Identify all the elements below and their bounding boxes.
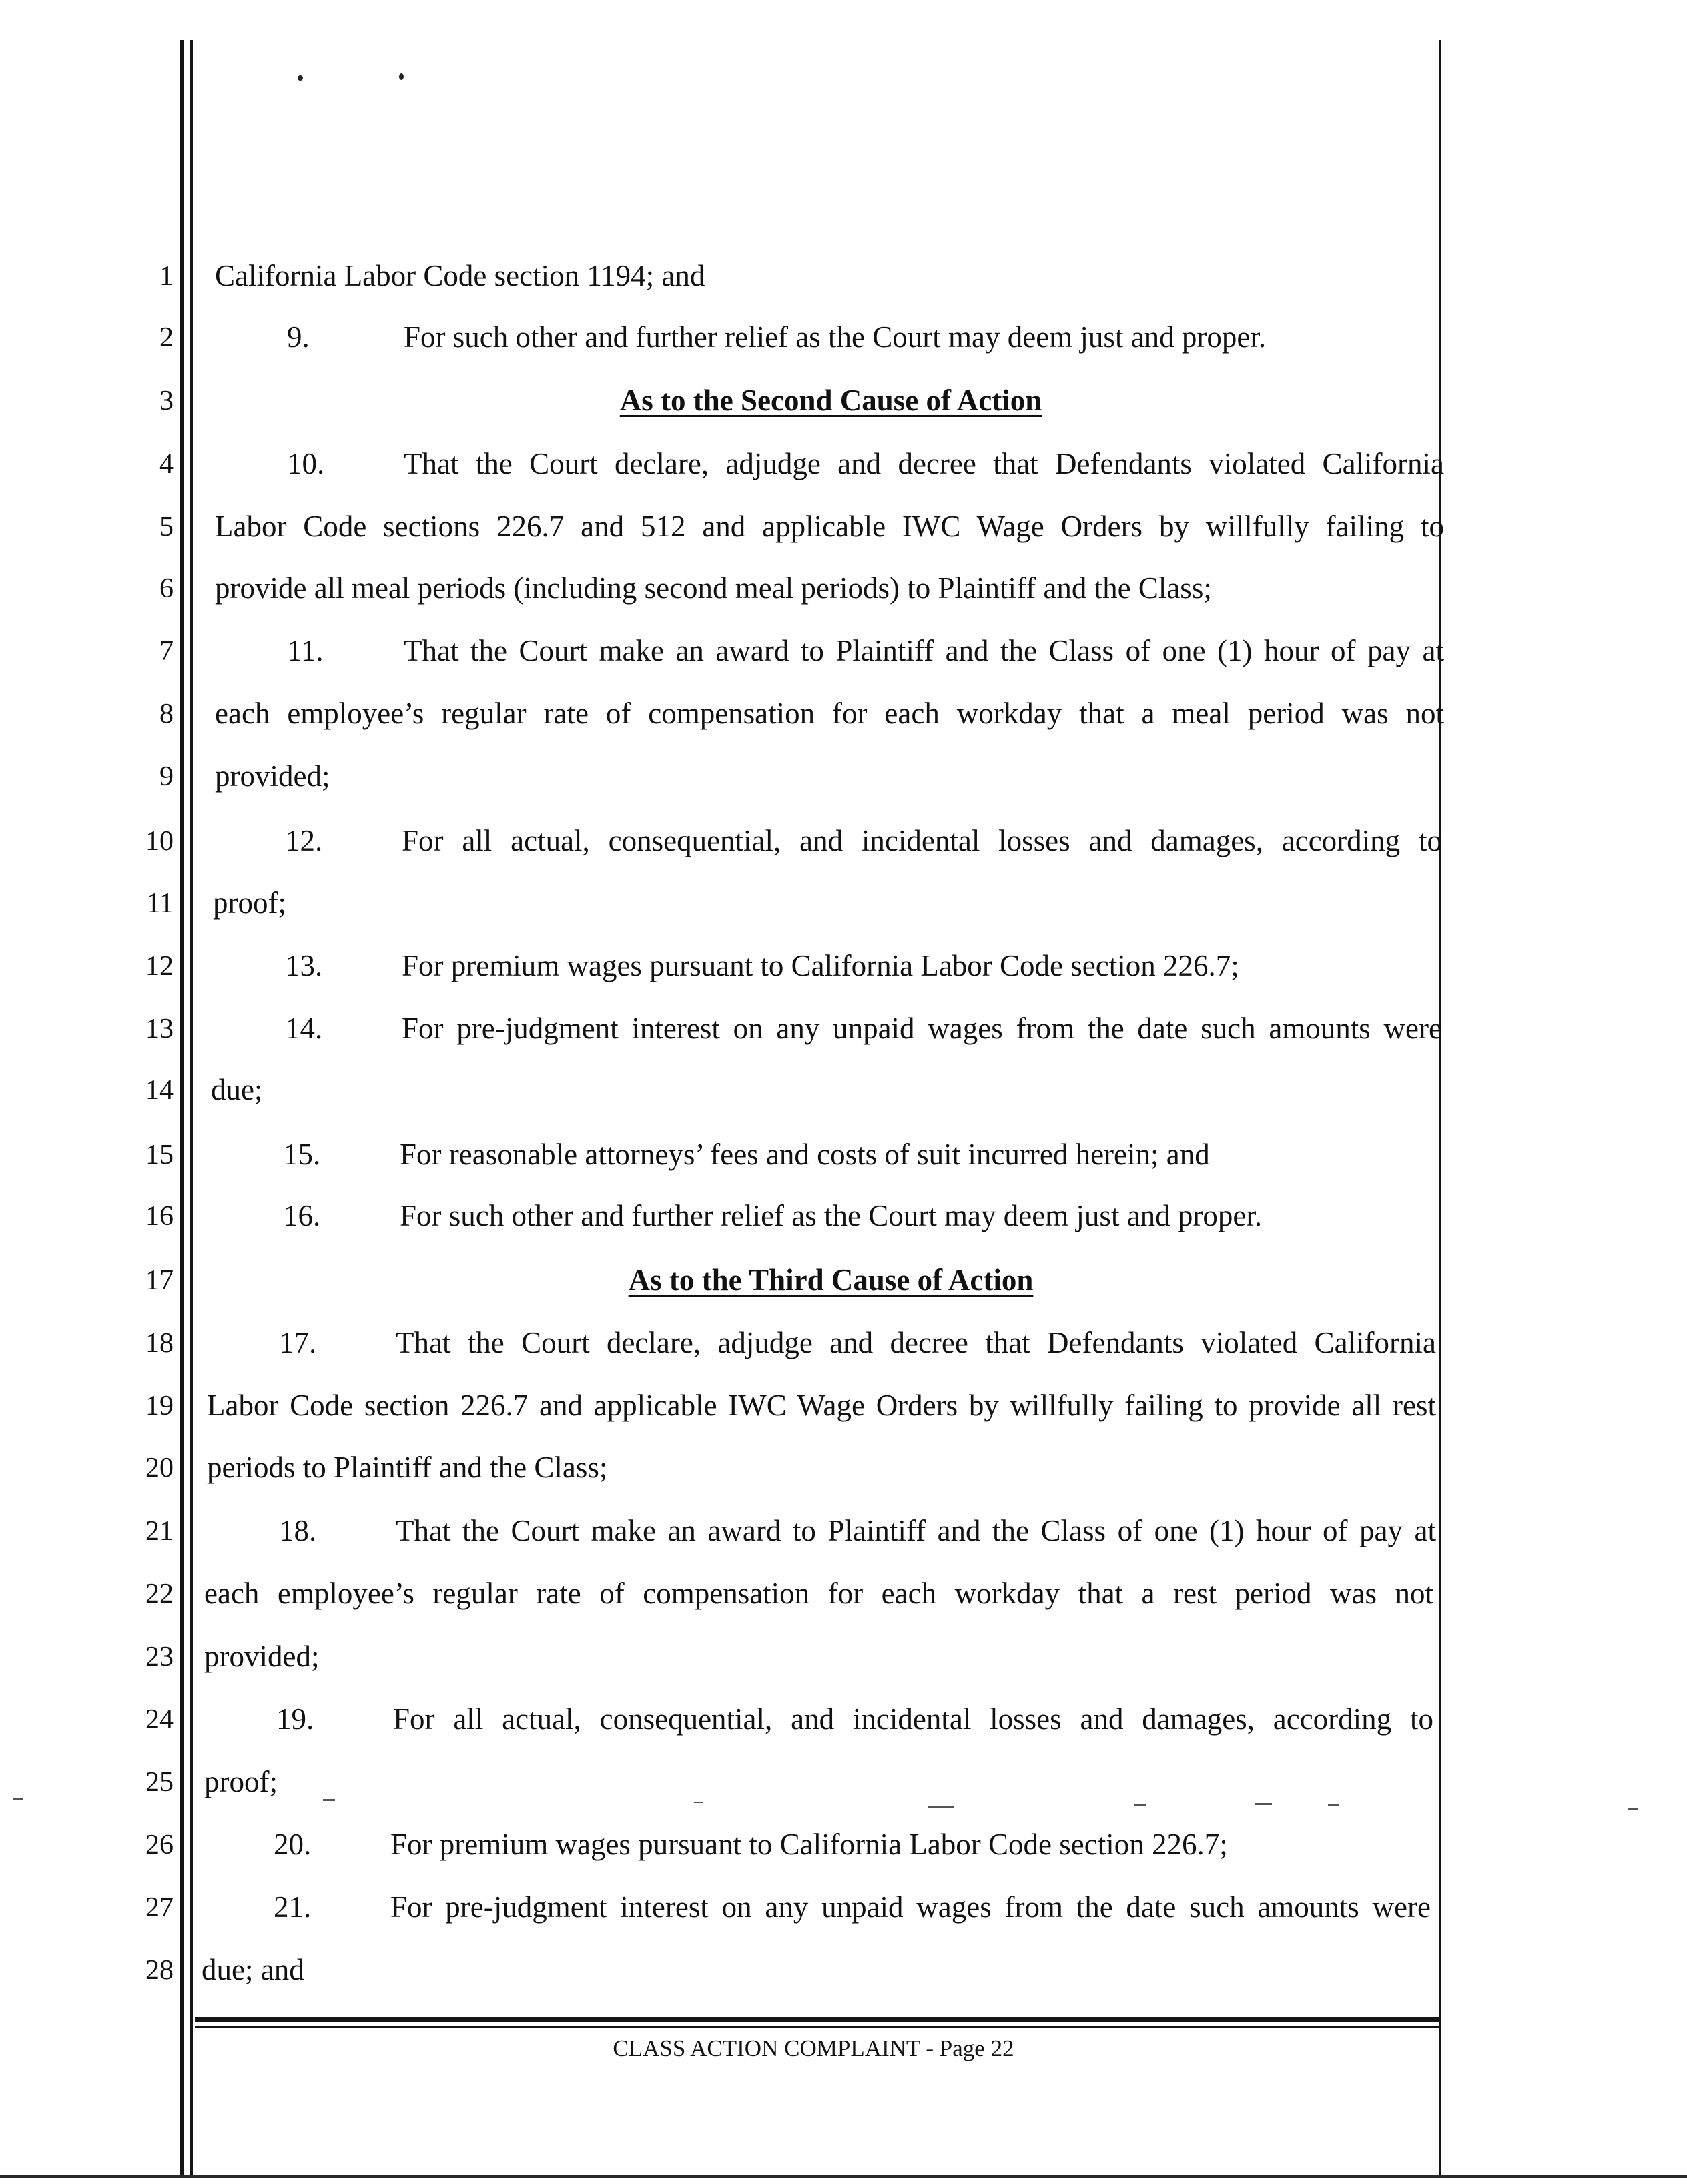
line-number: 5 bbox=[159, 512, 174, 542]
line-number: 10 bbox=[145, 826, 174, 857]
paragraph-number: 10. bbox=[287, 447, 325, 480]
continuation-text: Labor Code sections 226.7 and 512 and applicable IWC Wage Orders by willfully failing to bbox=[215, 510, 1444, 543]
paragraph-number: 14. bbox=[285, 1012, 323, 1045]
continuation-text: provided; bbox=[215, 759, 330, 793]
continuation-text: due; bbox=[211, 1073, 263, 1106]
continuation-text: California Labor Code section 1194; and bbox=[215, 259, 705, 292]
section-heading: As to the Second Cause of Action bbox=[619, 384, 1042, 417]
line-number: 19 bbox=[145, 1391, 174, 1421]
paragraph-text: For all actual, consequential, and incidental losses and damages, according to bbox=[393, 1702, 1433, 1736]
stray-mark bbox=[399, 73, 404, 80]
left-margin-rule-outer bbox=[180, 40, 184, 2177]
paragraph-number: 21. bbox=[274, 1890, 312, 1924]
continuation-text: each employee’s regular rate of compensation for each workday that a rest period was not bbox=[204, 1577, 1433, 1610]
scan-artifact bbox=[1134, 1804, 1146, 1806]
line-number: 11 bbox=[146, 888, 174, 919]
page-bottom-edge bbox=[0, 2175, 1687, 2178]
paragraph-number: 17. bbox=[279, 1326, 317, 1359]
line-number: 16 bbox=[145, 1201, 174, 1232]
section-heading: As to the Third Cause of Action bbox=[628, 1263, 1034, 1297]
paragraph-number: 18. bbox=[279, 1514, 317, 1547]
line-number: 13 bbox=[145, 1014, 174, 1044]
line-number: 12 bbox=[145, 951, 174, 982]
line-number: 14 bbox=[145, 1075, 174, 1106]
continuation-text: periods to Plaintiff and the Class; bbox=[207, 1451, 608, 1484]
scan-artifact bbox=[13, 1798, 23, 1800]
line-number: 20 bbox=[145, 1453, 174, 1483]
paragraph-text: For pre-judgment interest on any unpaid wages from the date such amounts were bbox=[402, 1012, 1442, 1045]
scan-artifact bbox=[1328, 1804, 1339, 1806]
paragraph-text: That the Court declare, adjudge and decree that Defendants violated California bbox=[396, 1326, 1436, 1359]
line-number: 6 bbox=[159, 573, 174, 604]
continuation-text: proof; bbox=[204, 1765, 278, 1798]
paragraph-text: For premium wages pursuant to California Labor Code section 226.7; bbox=[390, 1828, 1228, 1861]
scan-artifact bbox=[1255, 1803, 1272, 1805]
paragraph-number: 11. bbox=[287, 634, 324, 667]
line-number: 23 bbox=[145, 1642, 174, 1672]
continuation-text: provide all meal periods (including second meal periods) to Plaintiff and the Class; bbox=[215, 571, 1212, 605]
right-margin-rule bbox=[1439, 40, 1441, 2177]
line-number: 25 bbox=[145, 1767, 174, 1798]
scan-artifact bbox=[694, 1802, 703, 1803]
paragraph-number: 19. bbox=[276, 1702, 314, 1736]
continuation-text: proof; bbox=[213, 886, 286, 920]
line-number: 22 bbox=[145, 1579, 174, 1609]
scan-artifact bbox=[928, 1806, 954, 1808]
continuation-text: each employee’s regular rate of compensation for each workday that a meal period was not bbox=[215, 697, 1444, 730]
paragraph-text: That the Court make an award to Plaintiff and the Class of one (1) hour of pay at bbox=[396, 1514, 1436, 1547]
line-number: 4 bbox=[159, 449, 174, 480]
line-number: 7 bbox=[159, 636, 174, 667]
line-number: 28 bbox=[145, 1955, 174, 1986]
page-footer: CLASS ACTION COMPLAINT - Page 22 bbox=[613, 2035, 1014, 2061]
line-number: 27 bbox=[145, 1892, 174, 1923]
paragraph-text: For premium wages pursuant to California Labor Code section 226.7; bbox=[402, 949, 1239, 982]
scan-artifact bbox=[1628, 1808, 1638, 1810]
line-number: 21 bbox=[145, 1516, 174, 1547]
continuation-text: Labor Code section 226.7 and applicable IWC Wage Orders by willfully failing to provide all rest bbox=[207, 1389, 1436, 1422]
continuation-text: due; and bbox=[202, 1953, 304, 1986]
paragraph-text: For reasonable attorneys’ fees and costs of suit incurred herein; and bbox=[400, 1138, 1210, 1171]
paragraph-text: For such other and further relief as the Court may deem just and proper. bbox=[400, 1199, 1263, 1232]
line-number: 8 bbox=[159, 699, 174, 729]
line-number: 17 bbox=[145, 1265, 174, 1296]
left-margin-rule-inner bbox=[190, 40, 193, 2177]
line-number: 3 bbox=[159, 386, 174, 416]
line-number: 18 bbox=[145, 1328, 174, 1359]
paragraph-number: 15. bbox=[283, 1138, 321, 1171]
stray-mark bbox=[298, 75, 303, 81]
footer-rule-thick bbox=[195, 2017, 1440, 2022]
line-number: 15 bbox=[145, 1140, 174, 1170]
paragraph-number: 12. bbox=[285, 824, 323, 857]
footer-rule-thin bbox=[195, 2026, 1440, 2028]
paragraph-text: For all actual, consequential, and incidental losses and damages, according to bbox=[402, 824, 1442, 857]
line-number: 1 bbox=[159, 261, 174, 292]
paragraph-number: 13. bbox=[285, 949, 323, 982]
continuation-text: provided; bbox=[204, 1640, 320, 1673]
line-number: 26 bbox=[145, 1830, 174, 1860]
line-number: 24 bbox=[145, 1704, 174, 1735]
line-number: 2 bbox=[159, 322, 174, 353]
paragraph-text: That the Court make an award to Plaintiff and the Class of one (1) hour of pay at bbox=[404, 634, 1444, 667]
paragraph-number: 16. bbox=[283, 1199, 321, 1232]
paragraph-text: For pre-judgment interest on any unpaid wages from the date such amounts were bbox=[390, 1890, 1431, 1924]
paragraph-number: 9. bbox=[287, 320, 310, 354]
paragraph-number: 20. bbox=[274, 1828, 312, 1861]
paragraph-text: That the Court declare, adjudge and decree that Defendants violated California bbox=[404, 447, 1444, 480]
scan-artifact bbox=[323, 1799, 335, 1801]
line-number: 9 bbox=[159, 761, 174, 792]
paragraph-text: For such other and further relief as the Court may deem just and proper. bbox=[404, 320, 1267, 354]
